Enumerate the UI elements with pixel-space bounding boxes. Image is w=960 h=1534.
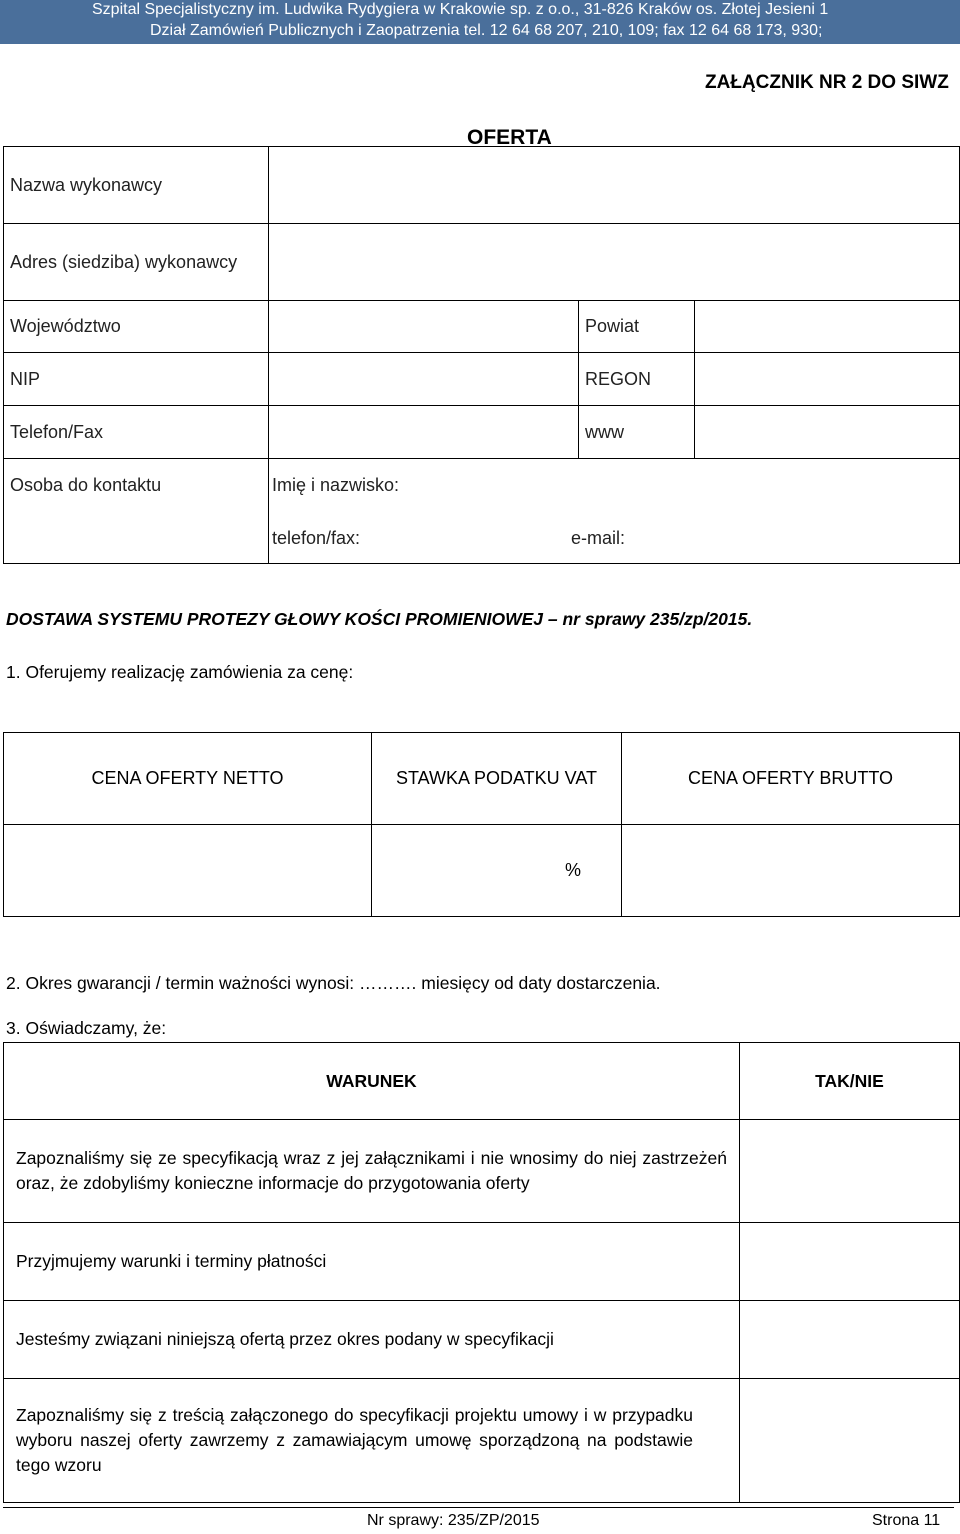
footer-divider [3, 1507, 954, 1508]
nip-field[interactable] [269, 353, 579, 406]
contact-person-label: Osoba do kontaktu [4, 459, 269, 564]
attachment-label: ZAŁĄCZNIK NR 2 DO SIWZ [705, 72, 949, 93]
net-price-field[interactable] [4, 825, 372, 917]
point-2: 2. Okres gwarancji / termin ważności wynosi: ………. miesięcy od daty dostarczenia. [6, 973, 661, 993]
condition-row-4-text: Zapoznaliśmy się z treścią załączonego do specyfikacji projektu umowy i w przypadku wyboru naszej oferty zawrzemy z zamawiającym umowę sporządzoną na podstawie tego wzoru [16, 1405, 693, 1475]
regon-label: REGON [579, 353, 695, 406]
header-line-1: Szpital Specjalistyczny im. Ludwika Rydygiera w Krakowie sp. z o.o., 31-826 Kraków os. Złotej Jesieni 1 [92, 1, 829, 18]
page-header [0, 0, 960, 44]
contractor-table [3, 146, 960, 564]
footer-case-number: Nr sprawy: 235/ZP/2015 [367, 1512, 540, 1529]
contractor-name-label: Nazwa wykonawcy [4, 147, 269, 224]
condition-row-4 [4, 1379, 740, 1503]
conditions-table [3, 1042, 960, 1503]
point-3: 3. Oświadczamy, że: [6, 1018, 167, 1038]
condition-row-3: Jesteśmy związani niniejszą ofertą przez okres podany w specyfikacji [4, 1301, 740, 1379]
condition-row-1-answer[interactable] [740, 1120, 960, 1223]
www-label: www [579, 406, 695, 459]
contractor-address-label: Adres (siedziba) wykonawcy [4, 224, 269, 301]
condition-row-1: Zapoznaliśmy się ze specyfikacją wraz z jej załącznikami i nie wnosimy do niej zastrzeżeń oraz, że zdobyliśmy konieczne informacje do przygotowania oferty [4, 1120, 740, 1223]
net-price-header: CENA OFERTY NETTO [4, 733, 372, 825]
voivodeship-label: Województwo [4, 301, 269, 353]
condition-row-4-answer[interactable] [740, 1379, 960, 1503]
contractor-name-field[interactable] [269, 147, 960, 224]
yes-no-header: TAK/NIE [740, 1043, 960, 1120]
order-subject: DOSTAWA SYSTEMU PROTEZY GŁOWY KOŚCI PROMIENIOWEJ – nr sprawy 235/zp/2015. [6, 609, 753, 629]
gross-price-header: CENA OFERTY BRUTTO [622, 733, 960, 825]
phone-fax-label: Telefon/Fax [4, 406, 269, 459]
point-1: 1. Oferujemy realizację zamówienia za cenę: [6, 662, 354, 682]
contact-person-field[interactable] [269, 459, 960, 564]
regon-field[interactable] [695, 353, 960, 406]
condition-row-3-answer[interactable] [740, 1301, 960, 1379]
vat-rate-field[interactable] [372, 825, 622, 917]
county-label: Powiat [579, 301, 695, 353]
county-field[interactable] [695, 301, 960, 353]
header-line-2: Dział Zamówień Publicznych i Zaopatrzenia tel. 12 64 68 207, 210, 109; fax 12 64 68 173, 930; [150, 22, 823, 39]
gross-price-field[interactable] [622, 825, 960, 917]
condition-row-2-answer[interactable] [740, 1223, 960, 1301]
page-title: OFERTA [467, 126, 552, 149]
price-table [3, 732, 960, 917]
condition-header: WARUNEK [4, 1043, 740, 1120]
contact-name-label: Imię i nazwisko: [272, 475, 400, 495]
contact-email-label: e-mail: [571, 528, 626, 548]
percent-sign: % [564, 860, 581, 880]
nip-label: NIP [4, 353, 269, 406]
contact-phone-label: telefon/fax: [272, 528, 361, 548]
www-field[interactable] [695, 406, 960, 459]
voivodeship-field[interactable] [269, 301, 579, 353]
contractor-address-field[interactable] [269, 224, 960, 301]
phone-fax-field[interactable] [269, 406, 579, 459]
condition-row-2: Przyjmujemy warunki i terminy płatności [4, 1223, 740, 1301]
vat-rate-header: STAWKA PODATKU VAT [372, 733, 622, 825]
footer-page-number: Strona 11 [872, 1512, 941, 1529]
